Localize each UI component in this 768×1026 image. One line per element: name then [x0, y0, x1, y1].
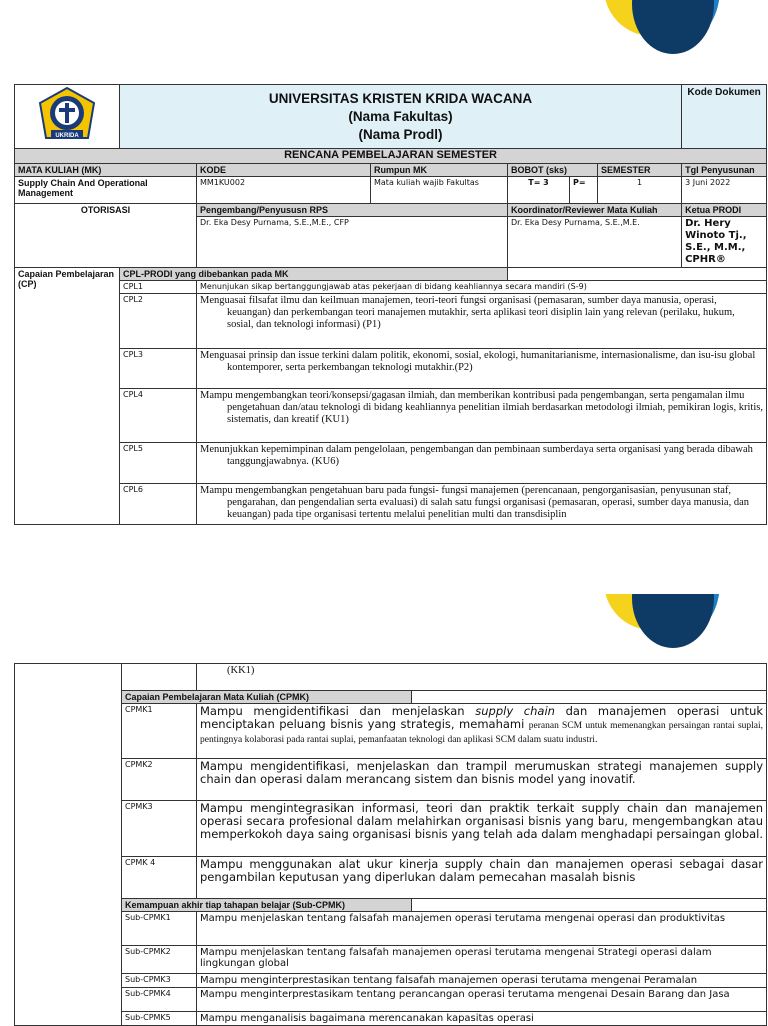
ketua-name: Dr. Hery Winoto Tj., S.E., M.M., CPHR® [682, 217, 767, 268]
kode-header: KODE [197, 164, 371, 177]
cpl-text: Menguasai prinsip dan issue terkini dalam politik, ekonomi, sosial, ekologi, humanitarianisme, internasionalisme, dan isu-isu global kontemporer, serta perkembangan teknologi mutakhir.(P2) [197, 349, 767, 389]
subcpmk-code: Sub-CPMK5 [122, 1012, 197, 1026]
cpmk-header: Capaian Pembelajaran Mata Kuliah (CPMK) [122, 691, 412, 704]
cpl-text: Menunjukkan kepemimpinan dalam pengelolaan, pengembangan dan pembinaan sumberdaya serta organisasi yang berada dibawah tanggungjawabnya. (KU6) [197, 443, 767, 484]
course-rumpun: Mata kuliah wajib Fakultas [371, 177, 508, 204]
rps-title: RENCANA PEMBELAJARAN SEMESTER [15, 149, 767, 164]
subcpmk-text: Mampu menginterprestasikan tentang falsafah manajemen operasi terutama mengenai Peramalan [197, 974, 767, 988]
subcpmk-code: Sub-CPMK1 [122, 912, 197, 946]
otorisasi-label: OTORISASI [15, 204, 197, 268]
subcpmk-text: Mampu menjelaskan tentang falsafah manajemen operasi terutama mengenai operasi dan produktivitas [197, 912, 767, 946]
university-title-cell [120, 85, 682, 149]
page2-decoration [600, 594, 720, 652]
cpmk-code: CPMK3 [122, 801, 197, 857]
cpl-text: Menguasai filsafat ilmu dan keilmuan manajemen, teori-teori fungsi organisasi (pemasaran, sumber daya manusia, operasi, keuangan) dan perkembangan teori manajemen mutakhir, serta aplikasi teori disiplin lain yang relevan (perilaku, hukum, sosial, dan teknologi informasi) (P1) [197, 294, 767, 349]
cpmk-code: CPMK1 [122, 704, 197, 759]
subcpmk-text: Mampu menjelaskan tentang falsafah manajemen operasi terutama mengenai Strategi operasi dalam lingkungan global [197, 946, 767, 974]
cpmk-code: CPMK 4 [122, 857, 197, 899]
subcpmk-code: Sub-CPMK4 [122, 988, 197, 1012]
semester-value: 1 [598, 177, 682, 204]
cpl-code: CPL1 [120, 281, 197, 294]
rps-header-table [14, 84, 767, 525]
cpl-code: CPL6 [120, 484, 197, 525]
pengembang-label: Pengembang/Penyususn RPS [197, 204, 508, 217]
koordinator-label: Koordinator/Reviewer Mata Kuliah [508, 204, 682, 217]
subcpmk-code: Sub-CPMK2 [122, 946, 197, 974]
subcpmk-text: Mampu menganalisis bagaimana merencanakan kapasitas operasi [197, 1012, 767, 1026]
cpl-text: Menunjukan sikap bertanggungjawab atas pekerjaan di bidang keahliannya secara mandiri (S-9) [197, 281, 767, 294]
cpmk-text: Mampu menggunakan alat ukur kinerja supply chain dan manajemen operasi sebagai dasar pengambilan keputusan yang diperlukan dalam pemecahan masalah bisnis [197, 857, 767, 899]
course-code: MM1KU002 [197, 177, 371, 204]
cpl-code: CPL4 [120, 389, 197, 443]
tgl-header: Tgl Penyusunan [682, 164, 767, 177]
cpl-text: Mampu mengembangkan teori/konsepsi/gagasan ilmiah, dan memberikan kontribusi pada pengembangan, serta pengamalan ilmu pengetahuan dan/atau teknologi di bidang keahliannya penelitian ilmiah berdasarkan metodologi ilmiah, pemikiran logis, kritis, sistematis, dan kreatif (KU1) [197, 389, 767, 443]
cpl-code: CPL5 [120, 443, 197, 484]
subcpmk-code: Sub-CPMK3 [122, 974, 197, 988]
rumpun-header: Rumpun MK [371, 164, 508, 177]
cpl-code: CPL3 [120, 349, 197, 389]
university-name: UNIVERSITAS KRISTEN KRIDA WACANA [268, 90, 533, 106]
semester-header: SEMESTER [598, 164, 682, 177]
cpl-code: CPL2 [120, 294, 197, 349]
mk-header: MATA KULIAH (MK) [15, 164, 197, 177]
faculty-name: (Nama Fakultas) [348, 108, 453, 124]
cpmk-text: Mampu mengidentifikasi dan menjelaskan supply chain dan manajemen operasi untuk menciptakan peluang bisnis yang strategis, memahami peranan SCM untuk memenangkan persaingan rantai suplai, pentingnya kolaborasi pada rantai suplai, pemanfaatan teknologi dan aplikasi SCM dalam suatu industri. [197, 704, 767, 759]
cpmk-table [14, 663, 767, 1026]
cpl-text: Mampu mengembangkan pengetahuan baru pada fungsi- fungsi manajemen (perencanaan, pengorganisasian, penyusunan staf, pengarahan, dan pengendalian serta evaluasi) di salah satu fungsi organisasi (pemasaran, operasi, sumber daya manusia, dan keuangan) pada tipe organisasi tertentu melalui penelitian multi dan transdisiplin [197, 484, 767, 525]
cp-label: Capaian Pembelajaran (CP) [15, 268, 120, 525]
bobot-t: T= 3 [508, 177, 570, 204]
course-name: Supply Chain And Operational Management [15, 177, 197, 204]
date-value: 3 Juni 2022 [682, 177, 767, 204]
continuation-text: (KK1) [197, 664, 767, 691]
prodi-name: (Nama Prodl) [358, 126, 443, 142]
logo-cell [15, 85, 120, 149]
cpmk-text: Mampu mengintegrasikan informasi, teori dan praktik terkait supply chain dan manajemen operasi secara profesional dalam melahirkan organisasi bisnis yang baru, mengembangkan atau memperkokoh daya saing organisasi bisnis yang telah ada dalam menghadapi persaingan global. [197, 801, 767, 857]
bobot-p: P= [570, 177, 598, 204]
subcpmk-header: Kemampuan akhir tiap tahapan belajar (Sub-CPMK) [122, 899, 412, 912]
koordinator-name: Dr. Eka Desy Purnama, S.E.,M.E. [508, 217, 682, 268]
ukrida-logo [36, 86, 98, 144]
cpmk-text: Mampu mengidentifikasi, menjelaskan dan trampil merumuskan strategi manajemen supply chain dan operasi dalam merancang sistem dan bisnis model yang inovatif. [197, 759, 767, 801]
subcpmk-text: Mampu menginterprestasikam tentang perancangan operasi terutama mengenai Desain Barang dan Jasa [197, 988, 767, 1012]
ketua-label: Ketua PRODI [682, 204, 767, 217]
cpl-header: CPL-PRODI yang dibebankan pada MK [120, 268, 508, 281]
bobot-header: BOBOT (sks) [508, 164, 598, 177]
doc-code-label: Kode Dokumen [682, 85, 767, 149]
logo-text: UKRIDA [55, 133, 79, 139]
cpmk-code: CPMK2 [122, 759, 197, 801]
pengembang-name: Dr. Eka Desy Purnama, S.E.,M.E., CFP [197, 217, 508, 268]
page1-decoration [600, 0, 720, 58]
